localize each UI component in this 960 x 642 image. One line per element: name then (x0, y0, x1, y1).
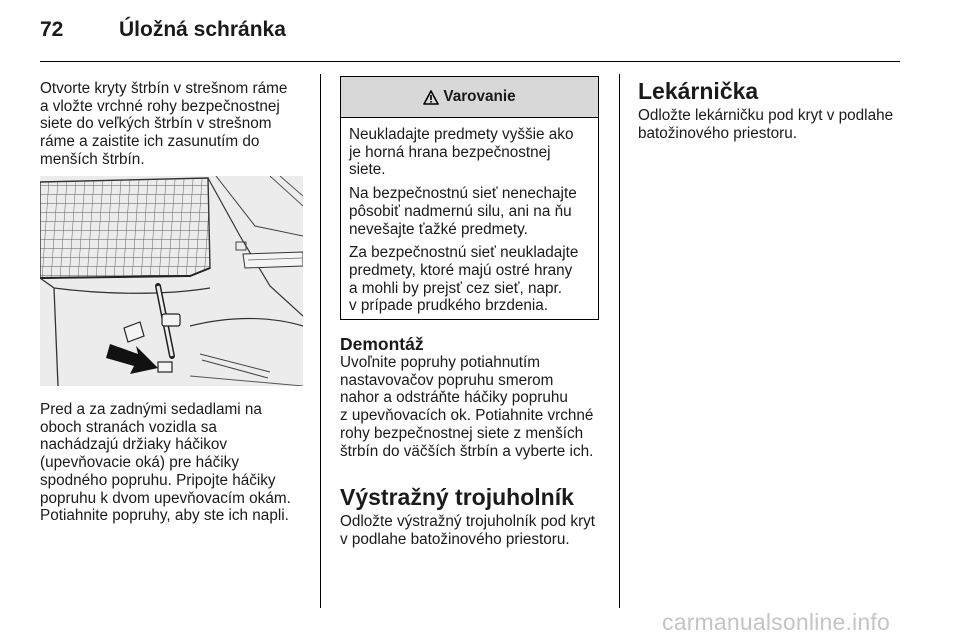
column-divider-1 (320, 74, 321, 608)
column-1-lower (40, 401, 308, 525)
warning-triangle-paragraph: Odložte výstražný trojuholník pod kryt v podlahe batožinového priestoru. (340, 513, 596, 548)
warning-triangle-icon (423, 90, 439, 105)
warning-paragraph-1: Neukladajte predmety vyššie ako je horná hrana bezpečnostnej siete. (349, 126, 574, 179)
column-1 (40, 80, 308, 169)
removal-paragraph: Uvoľnite popruhy potiahnutím nastavovačov popruhu smerom nahor a odstráňte háčiky popruhu z upevňovacích ok. Potiahnite vrchné rohy bezpečnostnej siete z menších štrbín do väčších štrbín a vyberte ich. (340, 354, 594, 460)
chapter-title: Úložná schránka (119, 18, 286, 41)
first-aid-heading: Lekárnička (638, 78, 759, 104)
warning-paragraph-3: Za bezpečnostnú sieť neukladajte predmety, ktoré majú ostré hrany a mohli by prejsť cez sieť, napr. v prípade prudkého brzdenia. (349, 244, 579, 315)
column-divider-2 (619, 74, 620, 608)
warning-triangle-section (340, 484, 612, 548)
header-rule (40, 61, 900, 62)
warning-body (341, 118, 598, 315)
warning-paragraph-2: Na bezpečnostnú sieť nenechajte pôsobiť nadmernú silu, ani na ňu nevešajte ťažké predmety. (349, 185, 577, 238)
intro-paragraph: Otvorte kryty štrbín v strešnom ráme a vložte vrchné rohy bezpečnostnej siete do veľkých štrbín v strešnom ráme a zaistite ich zasunutím do menších štrbín. (40, 80, 288, 168)
removal-section (340, 334, 612, 460)
warning-title: Varovanie (443, 88, 516, 105)
first-aid-section (638, 78, 938, 142)
first-aid-paragraph: Odložte lekárničku pod kryt v podlahe batožinového priestoru. (638, 107, 894, 142)
watermark: carmanualsonline.info (662, 609, 890, 635)
warning-header (341, 77, 598, 118)
cargo-net-illustration (40, 176, 303, 386)
removal-heading: Demontáž (340, 334, 424, 354)
cargo-net-drawing (40, 176, 303, 386)
warning-box (340, 76, 599, 320)
warning-triangle-heading: Výstražný trojuholník (340, 484, 574, 510)
page-number: 72 (40, 18, 64, 41)
anchor-paragraph: Pred a za zadnými sedadlami na oboch stranách vozidla sa nachádzajú držiaky háčikov (upevňovacie oká) pre háčiky spodného popruhu. Pripojte háčiky popruhu k dvom upevňovacím okám. Potiahnite popruhy, aby ste ich napli. (40, 401, 291, 525)
